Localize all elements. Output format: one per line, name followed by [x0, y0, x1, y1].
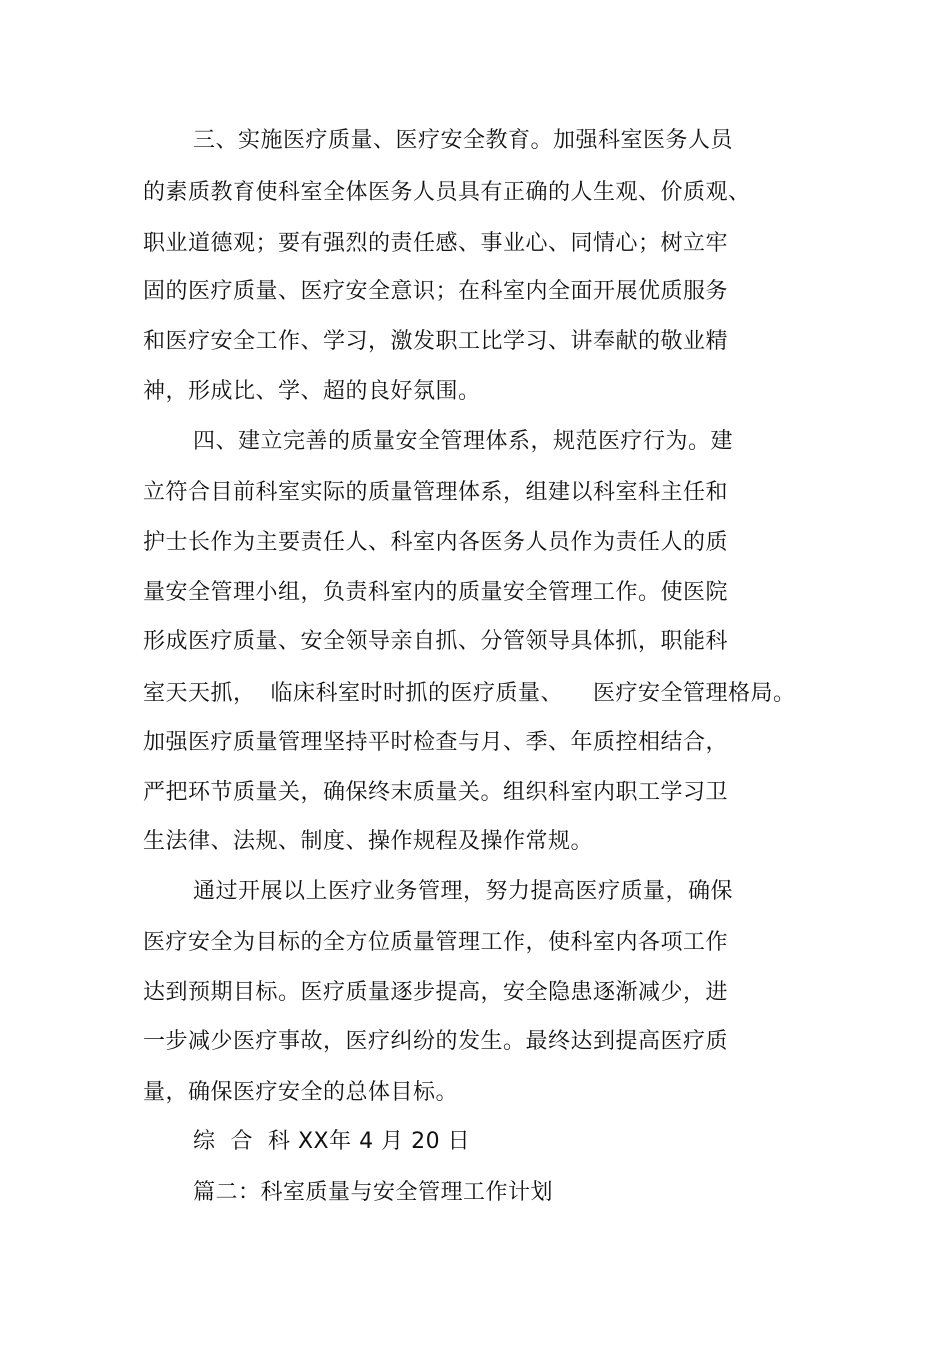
paragraph-5-line-3: 达到预期目标。医疗质量逐步提高，安全隐患逐渐减少，进	[143, 980, 729, 1005]
paragraph-5-line-4: 一步减少医疗事故，医疗纠纷的发生。最终达到提高医疗质	[143, 1029, 729, 1054]
paragraph-5-line-5: 量，确保医疗安全的总体目标。	[143, 1080, 459, 1105]
paragraph-3-line-6: 神，形成比、学、超的良好氛围。	[143, 379, 481, 404]
paragraph-3-line-4: 固的医疗质量、医疗安全意识；在科室内全面开展优质服务	[143, 279, 729, 304]
paragraph-3-line-5: 和医疗安全工作、学习，激发职工比学习、讲奉献的敬业精	[143, 329, 729, 354]
paragraph-4-line-3: 护士长作为主要责任人、科室内各医务人员作为责任人的质	[143, 530, 729, 555]
paragraph-4-line-1: 四、建立完善的质量安全管理体系，规范医疗行为。建	[193, 429, 734, 454]
paragraph-4-line-4: 量安全管理小组，负责科室内的质量安全管理工作。使医院	[143, 580, 729, 605]
paragraph-3-line-3: 职业道德观；要有强烈的责任感、事业心、同情心；树立牢	[143, 231, 729, 256]
section-heading: 篇二：科室质量与安全管理工作计划	[193, 1180, 554, 1205]
paragraph-4-line-6: 室天天抓， 临床科室时时抓的医疗质量、 医疗安全管理格局。	[143, 681, 796, 706]
paragraph-5-line-2: 医疗安全为目标的全方位质量管理工作，使科室内各项工作	[143, 930, 729, 955]
paragraph-3-line-2: 的素质教育使科室全体医务人员具有正确的人生观、价质观、	[143, 180, 751, 205]
paragraph-3-line-1: 三、实施医疗质量、医疗安全教育。加强科室医务人员	[193, 128, 734, 153]
paragraph-4-line-9: 生法律、法规、制度、操作规程及操作常规。	[143, 829, 594, 854]
paragraph-4-line-5: 形成医疗质量、安全领导亲自抓、分管领导具体抓，职能科	[143, 629, 729, 654]
signature-date-line: 综 合 科 XX年 4 月 20 日	[193, 1129, 471, 1154]
paragraph-4-line-2: 立符合目前科室实际的质量管理体系，组建以科室科主任和	[143, 480, 729, 505]
paragraph-4-line-7: 加强医疗质量管理坚持平时检查与月、季、年质控相结合，	[143, 730, 729, 755]
paragraph-5-line-1: 通过开展以上医疗业务管理，努力提高医疗质量，确保	[193, 879, 734, 904]
paragraph-4-line-8: 严把环节质量关，确保终末质量关。组织科室内职工学习卫	[143, 780, 729, 805]
